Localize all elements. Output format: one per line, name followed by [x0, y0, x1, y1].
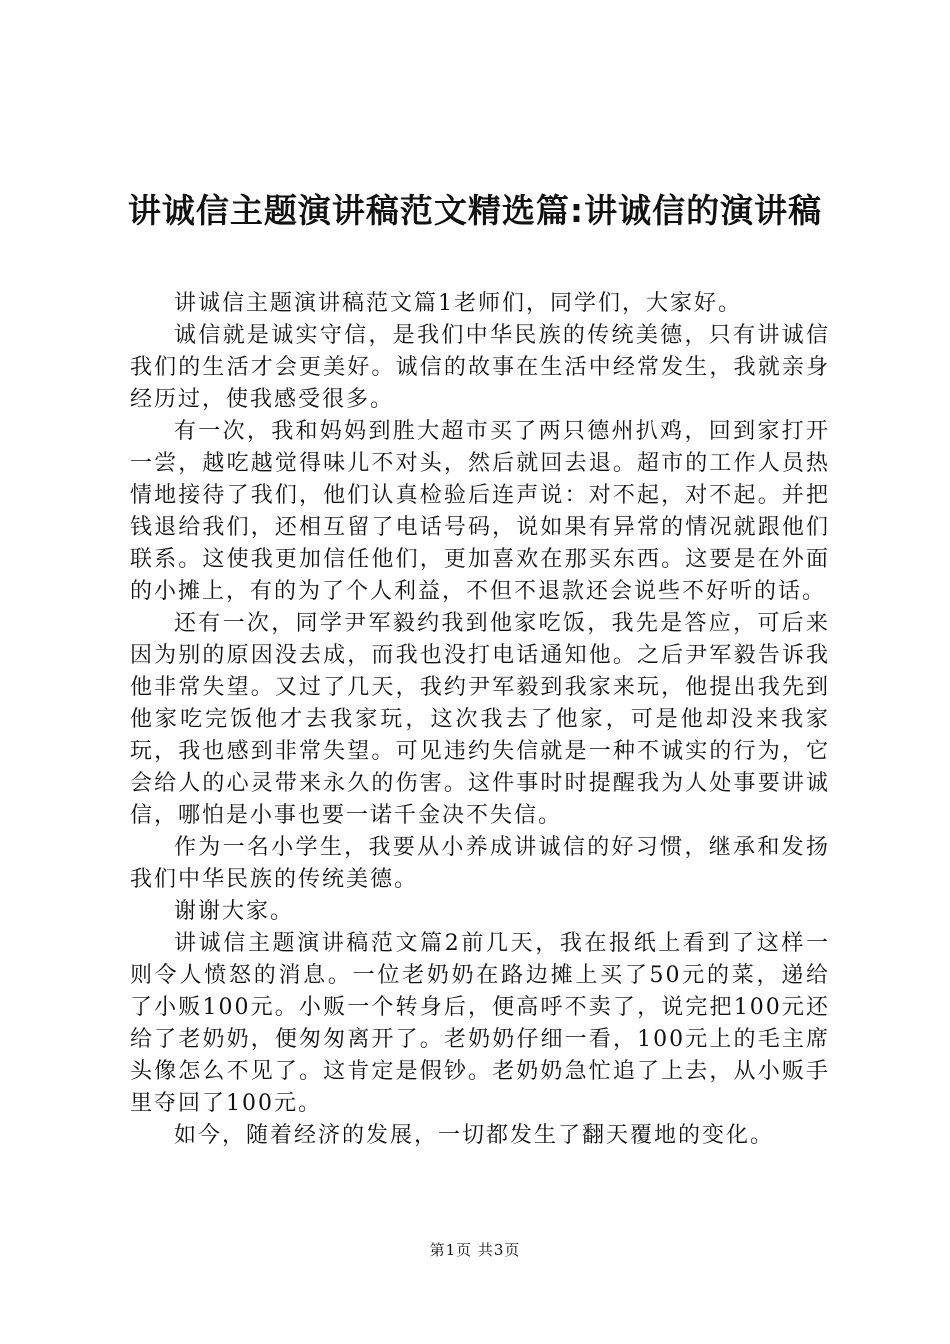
paragraph: 诚信就是诚实守信，是我们中华民族的传统美德，只有讲诚信我们的生活才会更美好。诚信的故事在生活中经常发生，我就亲身经历过，使我感受很多。: [130, 323, 830, 412]
paragraph: 还有一次，同学尹军毅约我到他家吃饭，我先是答应，可后来因为别的原因没去成，而我也没打电话通知他。之后尹军毅告诉我他非常失望。又过了几天，我约尹军毅到我家来玩，他提出我先到他家吃完饭他才去我家玩，这次我去了他家，可是他却没来我家玩，我也感到非常失望。可见违约失信就是一种不诚实的行为，它会给人的心灵带来永久的伤害。这件事时时提醒我为人处事要讲诚信，哪怕是小事也要一诺千金决不失信。: [130, 611, 830, 828]
page-footer: 第1页 共3页: [429, 1241, 521, 1259]
paragraph: 有一次，我和妈妈到胜大超市买了两只德州扒鸡，回到家打开一尝，越吃越觉得味儿不对头，然后就回去退。超市的工作人员热情地接待了我们，他们认真检验后连声说：对不起，对不起。并把钱退给我们，还相互留了电话号码，说如果有异常的情况就跟他们联系。这使我更加信任他们，更加喜欢在那买东西。这要是在外面的小摊上，有的为了个人利益，不但不退款还会说些不好听的话。: [130, 419, 830, 604]
paragraph: 讲诚信主题演讲稿范文篇2前几天，我在报纸上看到了这样一则令人愤怒的消息。一位老奶奶在路边摊上买了50元的菜，递给了小贩100元。小贩一个转身后，便高呼不卖了，说完把100元还给了老奶奶，便匆匆离开了。老奶奶仔细一看，100元上的毛主席头像怎么不见了。这肯定是假钞。老奶奶急忙追了上去，从小贩手里夺回了100元。: [130, 931, 830, 1116]
paragraph: 谢谢大家。: [174, 899, 295, 924]
paragraph: 讲诚信主题演讲稿范文篇1老师们，同学们，大家好。: [174, 291, 742, 316]
paragraph: 作为一名小学生，我要从小养成讲诚信的好习惯，继承和发扬我们中华民族的传统美德。: [130, 835, 830, 892]
document-title: 讲诚信主题演讲稿范文精选篇:讲诚信的演讲稿: [127, 191, 823, 230]
paragraph: 如今，随着经济的发展，一切都发生了翻天覆地的变化。: [174, 1123, 775, 1148]
document-body: [130, 288, 830, 1152]
